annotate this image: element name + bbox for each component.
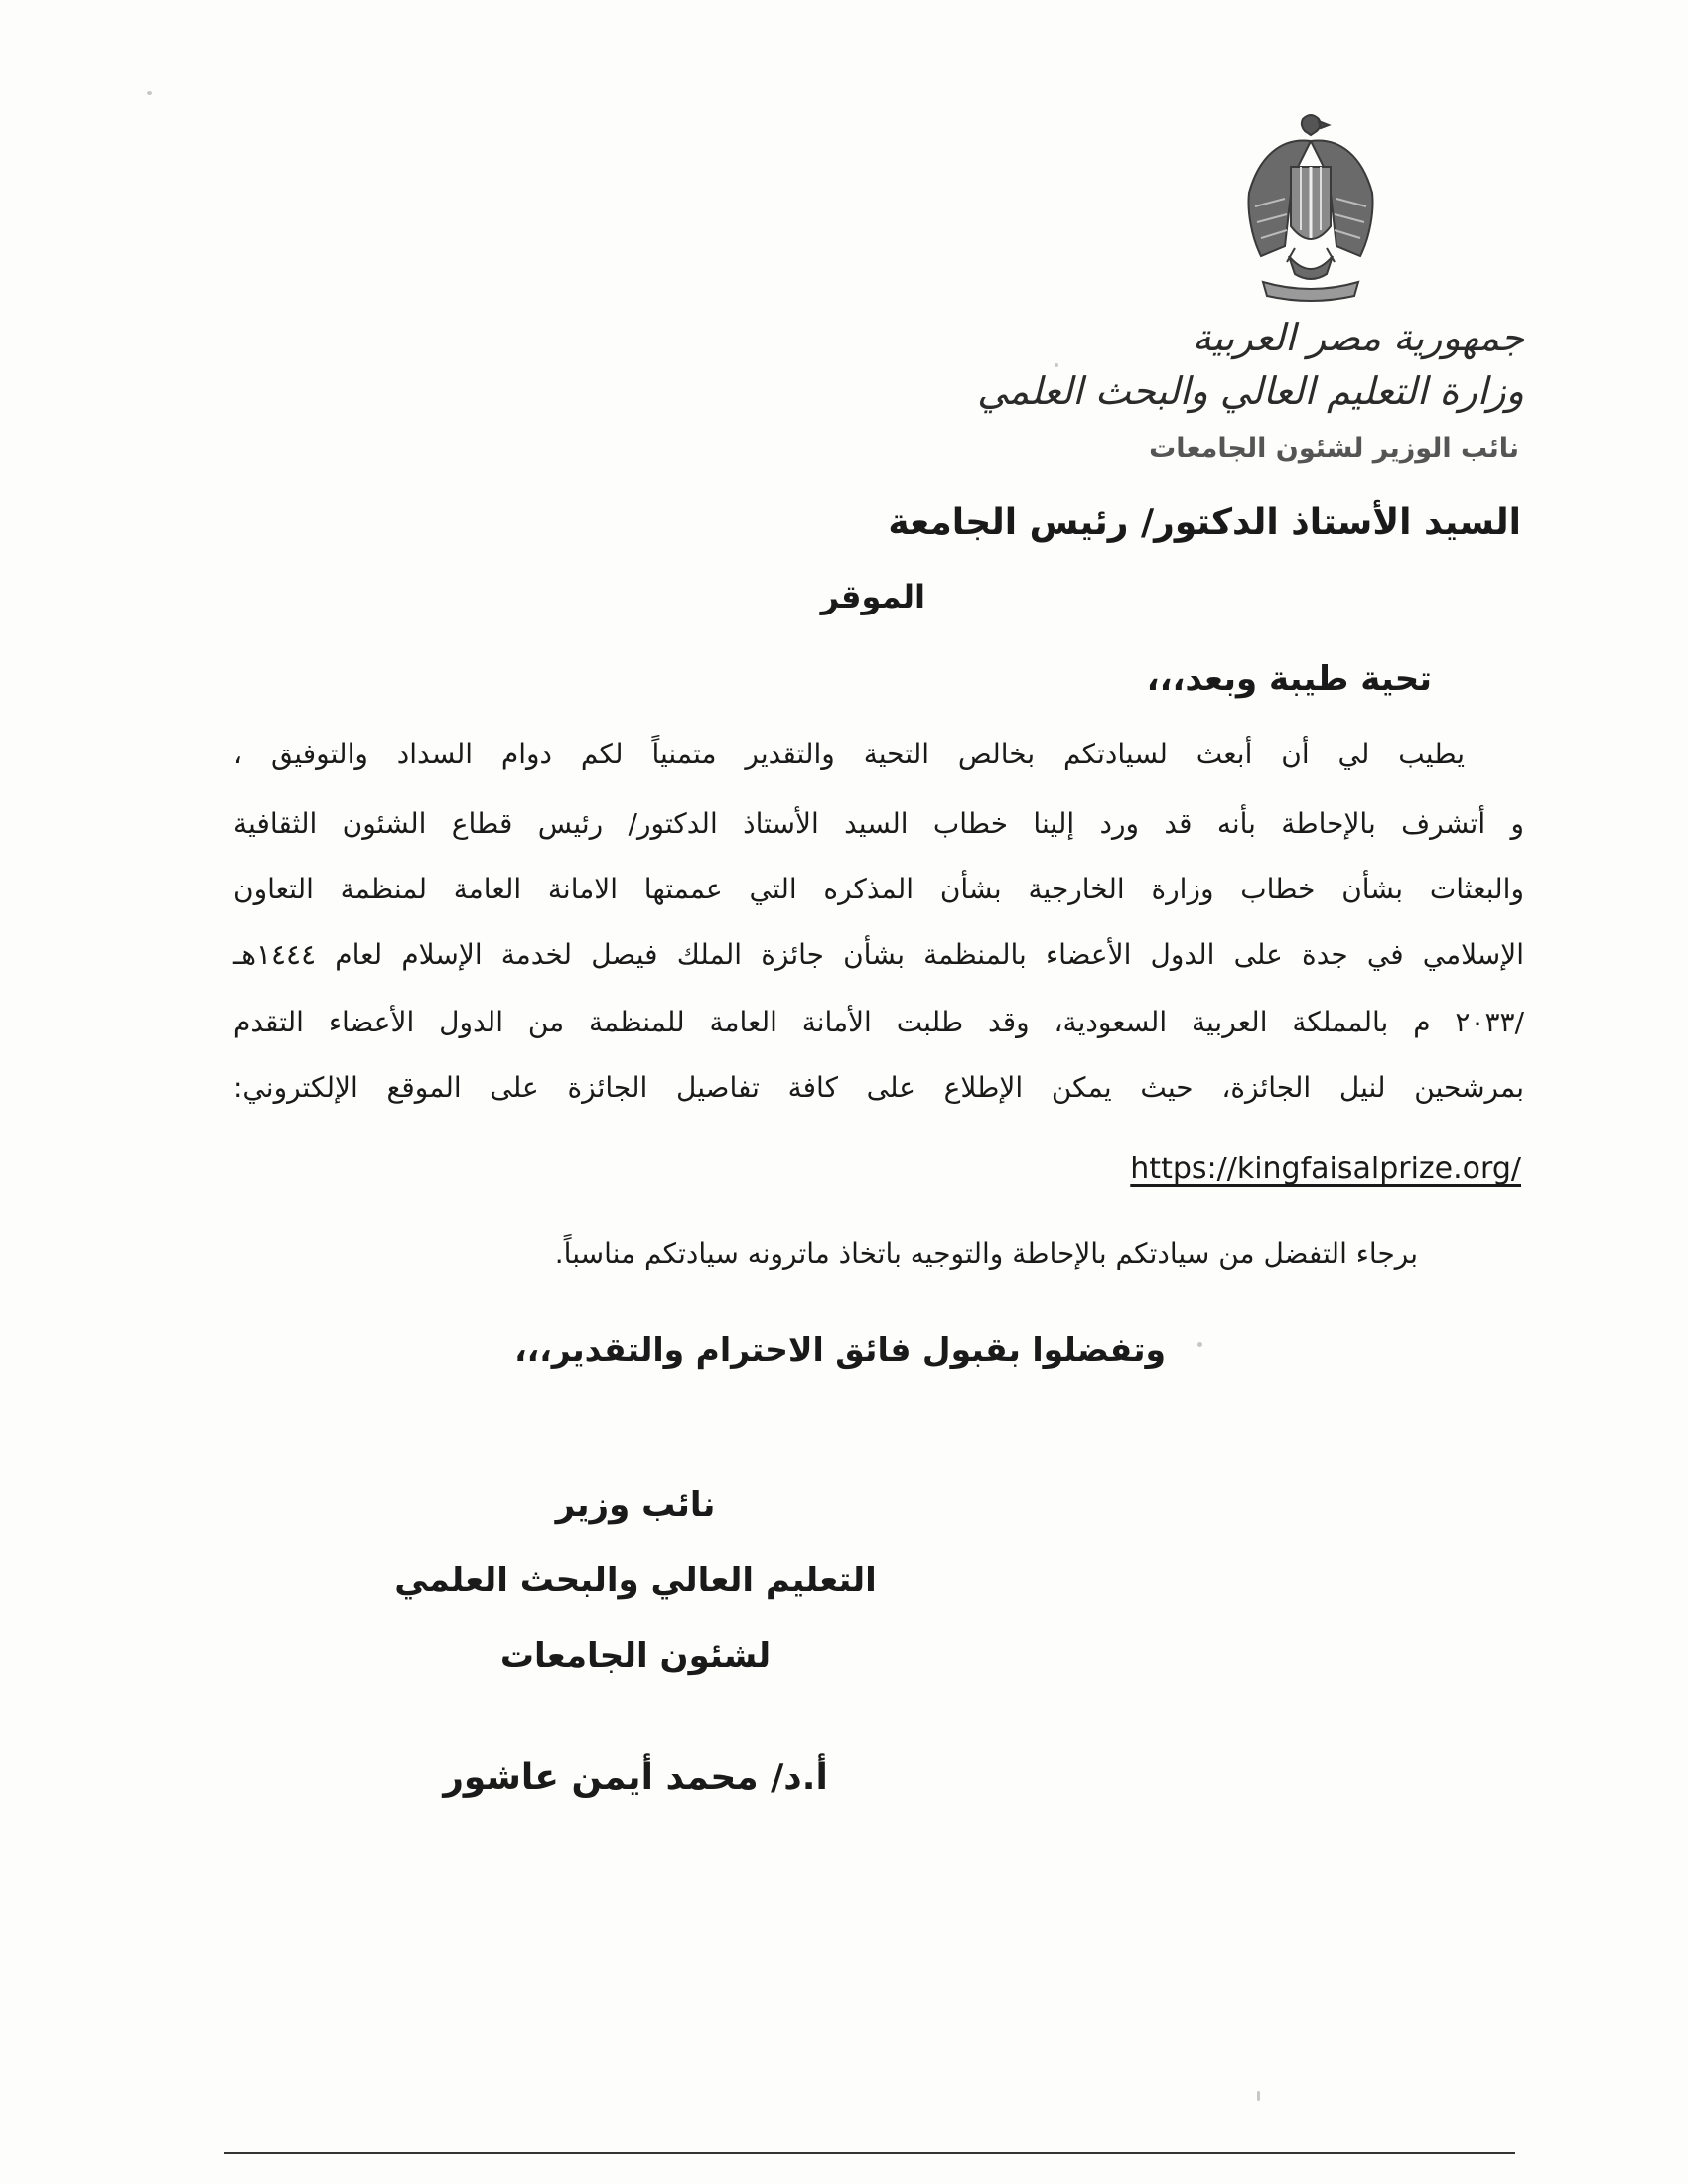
- scan-speck: [1055, 363, 1058, 367]
- letterhead-ministry: وزارة التعليم العالي والبحث العلمي: [977, 369, 1524, 413]
- signatory-name: أ.د/ محمد أيمن عاشور: [443, 1757, 828, 1798]
- prize-website-link[interactable]: https://kingfaisalprize.org/: [1130, 1152, 1521, 1186]
- scan-speck: [1257, 2091, 1260, 2101]
- body-line: بمرشحين لنيل الجائزة، حيث يمكن الإطلاع على كافة تفاصيل الجائزة على الموقع الإلكتروني:: [233, 1071, 1524, 1104]
- body-line: يطيب لي أن أبعث لسيادتكم بخالص التحية والتقدير متمنياً لكم دوام السداد والتوفيق ،: [233, 738, 1465, 770]
- body-line: الإسلامي في جدة على الدول الأعضاء بالمنظمة بشأن جائزة الملك فيصل لخدمة الإسلام لعام ١٤٤٤هـ: [233, 938, 1524, 971]
- signature-ministry: التعليم العالي والبحث العلمي: [394, 1561, 877, 1600]
- addressee: السيد الأستاذ الدكتور/ رئيس الجامعة: [888, 502, 1521, 543]
- request-paragraph: برجاء التفضل من سيادتكم بالإحاطة والتوجيه باتخاذ ماترونه سيادتكم مناسباً.: [554, 1237, 1418, 1270]
- signature-title: نائب وزير: [555, 1485, 716, 1525]
- scan-speck: [1197, 1342, 1202, 1347]
- honorific: الموقر: [820, 578, 925, 615]
- eagle-emblem-icon: [1241, 107, 1380, 306]
- letterhead-country: جمهورية مصر العربية: [1192, 316, 1524, 359]
- footer-divider: [224, 2152, 1515, 2154]
- body-line: /٢٠٣٣ م بالمملكة العربية السعودية، وقد طلبت الأمانة العامة للمنظمة من الدول الأعضاء التقدم: [233, 1006, 1524, 1038]
- body-line: و أتشرف بالإحاطة بأنه قد ورد إلينا خطاب السيد الأستاذ الدكتور/ رئيس قطاع الشئون الثقافية: [233, 807, 1524, 840]
- scan-speck: [147, 91, 152, 95]
- letterhead-office: نائب الوزير لشئون الجامعات: [1149, 433, 1519, 464]
- closing-line: وتفضلوا بقبول فائق الاحترام والتقدير،،،: [514, 1330, 1166, 1369]
- signature-portfolio: لشئون الجامعات: [499, 1636, 772, 1676]
- body-line: والبعثات بشأن خطاب وزارة الخارجية بشأن المذكره التي عممتها الامانة العامة لمنظمة التعاون: [233, 873, 1524, 905]
- greeting: تحية طيبة وبعد،،،: [1146, 659, 1432, 699]
